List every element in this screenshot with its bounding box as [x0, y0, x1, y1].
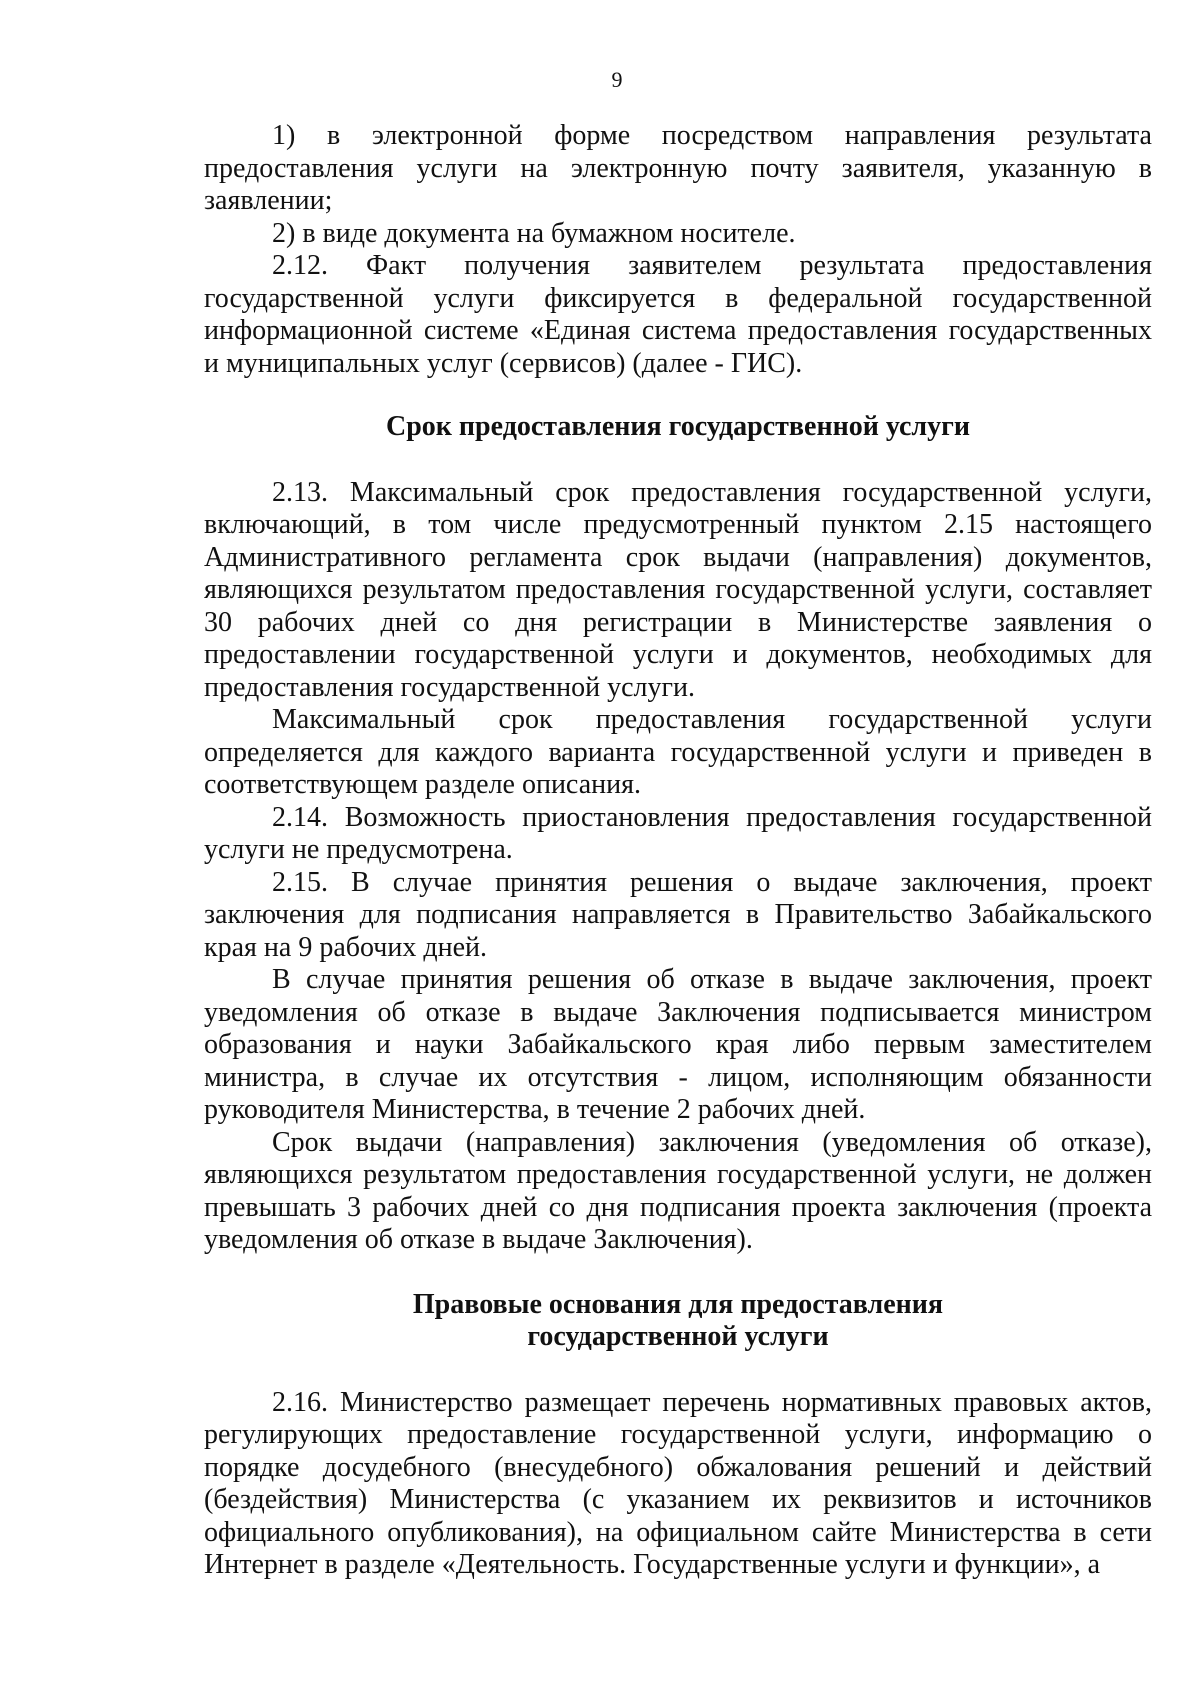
paragraph-max-term: Максимальный срок предоставления государственной услуги определяется для каждого варианта государственной услуги и приведен в соответствующем разделе описания.	[204, 704, 1152, 800]
section-heading-legal-line2: государственной услуги	[527, 1321, 829, 1352]
section-heading-term: Срок предоставления государственной услуги	[386, 411, 970, 442]
paragraph-2: 2) в виде документа на бумажном носителе.	[272, 217, 796, 249]
paragraph-3: 2.12. Факт получения заявителем результата предоставления государственной услуги фиксируется в федеральной государственной информационной системе «Единая система предоставления государственных и муниципальных услуг (сервисов) (далее - ГИС).	[204, 250, 1152, 379]
document-body	[204, 120, 1152, 1582]
paragraph-1: 1) в электронной форме посредством направления результата предоставления услуги на электронную почту заявителя, указанную в заявлении;	[204, 120, 1152, 216]
section-heading-legal-line1: Правовые основания для предоставления	[412, 1288, 944, 1320]
paragraph-2-15: 2.15. В случае принятия решения о выдаче заключения, проект заключения для подписания направляется в Правительство Забайкальского края на 9 рабочих дней.	[204, 866, 1152, 963]
paragraph-2-14: 2.14. Возможность приостановления предоставления государственной услуги не предусмотрена.	[204, 801, 1152, 865]
paragraph-refusal: В случае принятия решения об отказе в выдаче заключения, проект уведомления об отказе в выдаче Заключения подписывается министром образования и науки Забайкальского края либо первым заместителем министра, в случае их отсутствия - лицом, исполняющим обязанности руководителя Министерства, в течение 2 рабочих дней.	[204, 964, 1152, 1125]
section-heading-legal	[204, 1289, 1152, 1354]
paragraph-issue-term: Срок выдачи (направления) заключения (уведомления об отказе), являющихся результатом предоставления государственной услуги, не должен превышать 3 рабочих дней со дня подписания проекта заключения (проекта уведомления об отказе в выдаче Заключения).	[204, 1126, 1152, 1255]
paragraph-2-16: 2.16. Министерство размещает перечень нормативных правовых актов, регулирующих предоставление государственной услуги, информацию о порядке досудебного (внесудебного) обжалования решений и действий (бездействия) Министерства (с указанием их реквизитов и источников официального опубликования), на официальном сайте Министерства в сети Интернет в разделе «Деятельность. Государственные услуги и функции», а	[204, 1386, 1152, 1580]
page-number: 9	[611, 67, 623, 92]
paragraph-2-13: 2.13. Максимальный срок предоставления государственной услуги, включающий, в том числе предусмотренный пунктом 2.15 настоящего Административного регламента срок выдачи (направления) документов, являющихся результатом предоставления государственной услуги, составляет 30 рабочих дней со дня регистрации в Министерстве заявления о предоставлении государственной услуги и документов, необходимых для предоставления государственной услуги.	[204, 476, 1152, 703]
